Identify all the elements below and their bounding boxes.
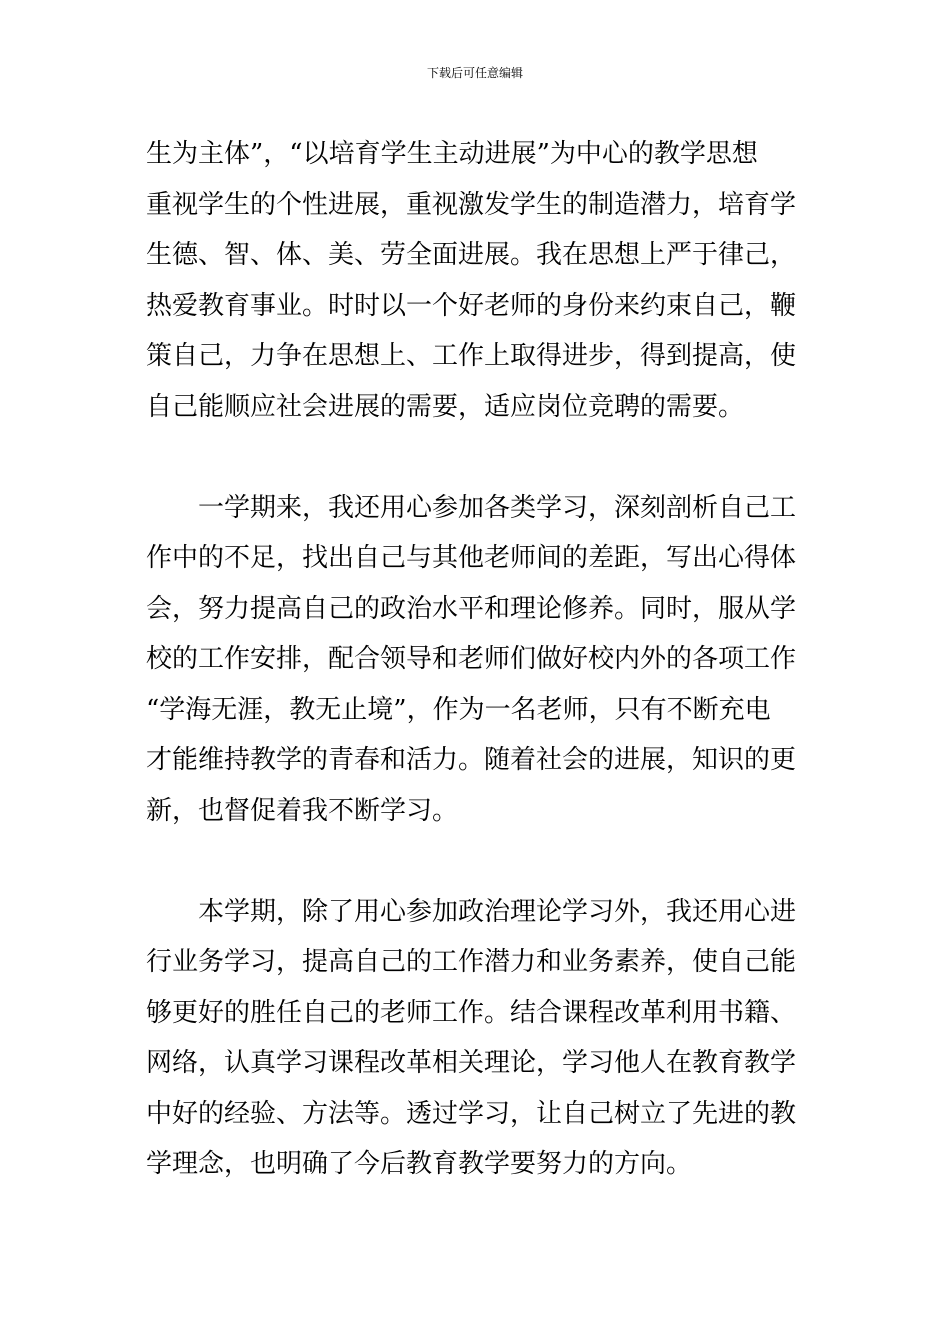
- text-line: 中好的经验、方法等。透过学习，让自己树立了先进的教: [146, 1098, 797, 1129]
- text-line: 策自己，力争在思想上、工作上取得进步，得到提高，使: [146, 341, 797, 371]
- text-line: 热爱教育事业。时时以一个好老师的身份来约束自己，鞭: [146, 290, 797, 321]
- text-line: 会，努力提高自己的政治水平和理论修养。同时，服从学: [146, 593, 797, 624]
- text-line: 生德、智、体、美、劳全面进展。我在思想上严于律己，: [146, 240, 797, 270]
- text-line: 重视学生的个性进展，重视激发学生的制造潜力，培育学: [146, 189, 797, 220]
- text-line: “学海无涯，教无止境”，作为一名老师，只有不断充电: [146, 694, 771, 725]
- paragraph-3: [146, 887, 808, 1190]
- paragraph-gap: [146, 432, 808, 483]
- text-line: 生为主体”，“以培育学生主动进展”为中心的教学思想: [146, 139, 758, 169]
- text-line: 学理念，也明确了今后教育教学要努力的方向。: [146, 1149, 693, 1179]
- text-line: 新，也督促着我不断学习。: [146, 795, 459, 826]
- page-header: 下载后可任意编辑: [426, 66, 523, 80]
- paragraph-gap: [146, 836, 808, 887]
- text-line: 自己能顺应社会进展的需要，适应岗位竞聘的需要。: [146, 391, 745, 422]
- text-line: 本学期，除了用心参加政治理论学习外，我还用心进: [198, 896, 797, 927]
- document-body: [146, 129, 808, 1190]
- text-line: 才能维持教学的青春和活力。随着社会的进展，知识的更: [146, 745, 797, 775]
- paragraph-2: [146, 483, 808, 837]
- text-line: 一学期来，我还用心参加各类学习，深刻剖析自己工: [198, 492, 797, 523]
- text-line: 够更好的胜任自己的老师工作。结合课程改革利用书籍、: [146, 997, 797, 1028]
- text-line: 作中的不足，找出自己与其他老师间的差距，写出心得体: [146, 543, 797, 573]
- text-line: 网络，认真学习课程改革相关理论，学习他人在教育教学: [146, 1048, 797, 1078]
- paragraph-1: [146, 129, 808, 432]
- text-line: 行业务学习，提高自己的工作潜力和业务素养，使自己能: [146, 947, 797, 977]
- text-line: 校的工作安排，配合领导和老师们做好校内外的各项工作: [146, 644, 797, 674]
